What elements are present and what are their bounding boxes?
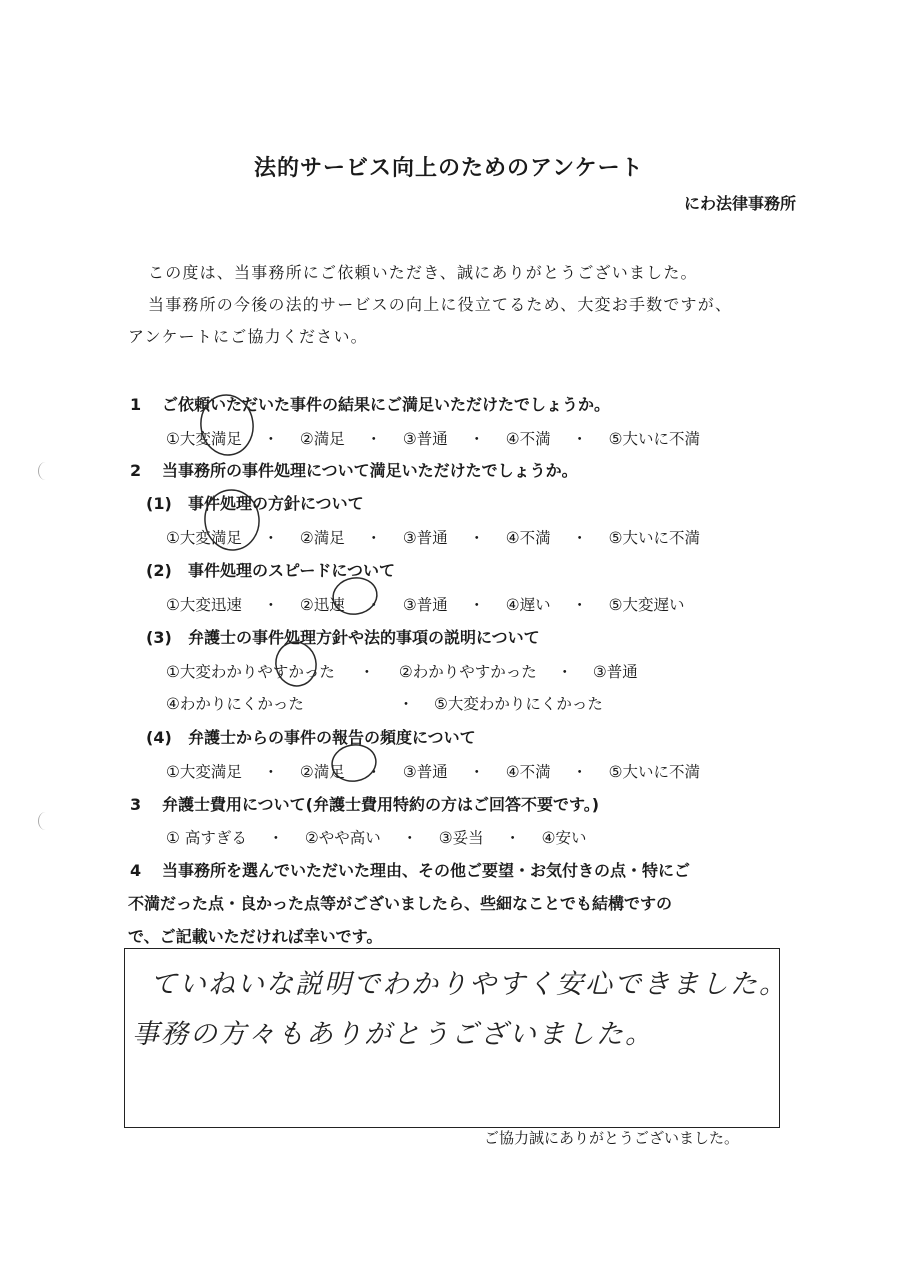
question-number: 1 xyxy=(130,395,142,414)
option[interactable]: ⑤大いに不満 xyxy=(608,430,701,448)
option[interactable]: ③普通 xyxy=(402,430,448,448)
option[interactable]: ④不満 xyxy=(505,763,551,781)
sub-text: 弁護士からの事件の報告の頻度について xyxy=(188,728,476,747)
q2-4-options: ①大変満足 ・ ②満足 ・ ③普通 ・ ④不満 ・ ⑤大いに不満 xyxy=(166,763,701,781)
sub-text: 事件処理の方針について xyxy=(188,494,364,513)
question-4-line-3: で、ご記載いただければ幸いです。 xyxy=(128,927,383,946)
option[interactable]: ①大変わかりやすかった xyxy=(166,663,335,681)
option[interactable]: ④安い xyxy=(541,829,587,847)
option[interactable]: ②満足 xyxy=(299,430,345,448)
option[interactable]: ⑤大変遅い xyxy=(608,596,685,614)
sub-text: 弁護士の事件処理方針や法的事項の説明について xyxy=(188,628,540,647)
q2-3-options-row2: ④わかりにくかった ・ ⑤大変わかりにくかった xyxy=(166,692,603,714)
option[interactable]: ①大変満足 xyxy=(166,529,242,547)
intro-line-3: アンケートにご協力ください。 xyxy=(128,327,368,346)
sub-label: (3) xyxy=(146,628,172,647)
option[interactable]: ③普通 xyxy=(592,663,638,681)
question-text: ご依頼いただいた事件の結果にご満足いただけたでしょうか。 xyxy=(162,395,611,414)
option[interactable]: ②やや高い xyxy=(304,829,381,847)
q2-1-options: ①大変満足 ・ ②満足 ・ ③普通 ・ ④不満 ・ ⑤大いに不満 xyxy=(166,529,701,547)
handwritten-comment-line-2: 事務の方々もありがとうございました。 xyxy=(132,1019,654,1050)
option[interactable]: ①大変満足 xyxy=(166,430,242,448)
question-4-line-2: 不満だった点・良かった点等がございましたら、些細なことでも結構ですの xyxy=(128,894,673,913)
option[interactable]: ②満足 xyxy=(299,763,345,781)
selection-circle-q2-3 xyxy=(272,638,320,689)
question-text: 当事務所の事件処理について満足いただけたでしょうか。 xyxy=(162,461,578,480)
sub-label: (4) xyxy=(146,728,172,747)
option[interactable]: ③普通 xyxy=(402,529,448,547)
option[interactable]: ① 高すぎる xyxy=(166,829,247,847)
option[interactable]: ②迅速 xyxy=(299,596,345,614)
option[interactable]: ①大変迅速 xyxy=(166,596,242,614)
option[interactable]: ④不満 xyxy=(505,430,551,448)
option[interactable]: ②満足 xyxy=(299,529,345,547)
question-text: 弁護士費用について(弁護士費用特約の方はご回答不要です。) xyxy=(162,795,600,814)
sub-label: (2) xyxy=(146,561,172,580)
intro-line-1: この度は、当事務所にご依頼いただき、誠にありがとうございました。 xyxy=(148,263,698,282)
q3-options: ① 高すぎる ・ ②やや高い ・ ③妥当 ・ ④安い xyxy=(166,829,587,847)
option[interactable]: ③普通 xyxy=(402,763,448,781)
option[interactable]: ④遅い xyxy=(505,596,551,614)
page-title: 法的サービス向上のためのアンケート xyxy=(254,155,644,181)
q2-2-options: ①大変迅速 ・ ②迅速 ・ ③普通 ・ ④遅い ・ ⑤大変遅い xyxy=(166,596,685,614)
question-number: 4 xyxy=(130,861,142,880)
option[interactable]: ⑤大いに不満 xyxy=(608,763,701,781)
closing-message: ご協力誠にありがとうございました。 xyxy=(484,1129,740,1147)
q1-options: ①大変満足 ・ ②満足 ・ ③普通 ・ ④不満 ・ ⑤大いに不満 xyxy=(166,430,701,448)
option[interactable]: ②わかりやすかった xyxy=(398,663,537,681)
option[interactable]: ①大変満足 xyxy=(166,763,242,781)
option[interactable]: ④不満 xyxy=(505,529,551,547)
sub-text: 事件処理のスピードについて xyxy=(188,561,396,580)
selection-circle-q1 xyxy=(197,392,257,459)
option[interactable]: ⑤大変わかりにくかった xyxy=(434,695,603,713)
selection-circle-q2-2 xyxy=(330,574,380,617)
handwritten-comment-line-1: ていねいな説明でわかりやすく安心できました。 xyxy=(150,969,788,1000)
option[interactable]: ⑤大いに不満 xyxy=(608,529,701,547)
sub-label: (1) xyxy=(146,494,172,513)
option[interactable]: ④わかりにくかった xyxy=(166,695,304,713)
question-number: 3 xyxy=(130,795,142,814)
organization-name: にわ法律事務所 xyxy=(684,194,797,213)
selection-circle-q2-4 xyxy=(329,741,379,784)
question-number: 2 xyxy=(130,461,142,480)
option[interactable]: ③妥当 xyxy=(438,829,484,847)
option[interactable]: ③普通 xyxy=(402,596,448,614)
q2-3-options-row1: ①大変わかりやすかった ・ ②わかりやすかった ・ ③普通 xyxy=(166,663,638,681)
question-text-line-1: 当事務所を選んでいただいた理由、その他ご要望・お気付きの点・特にご xyxy=(162,861,691,880)
selection-circle-q2-1 xyxy=(202,487,262,552)
intro-line-2: 当事務所の今後の法的サービスの向上に役立てるため、大変お手数ですが、 xyxy=(148,295,733,314)
